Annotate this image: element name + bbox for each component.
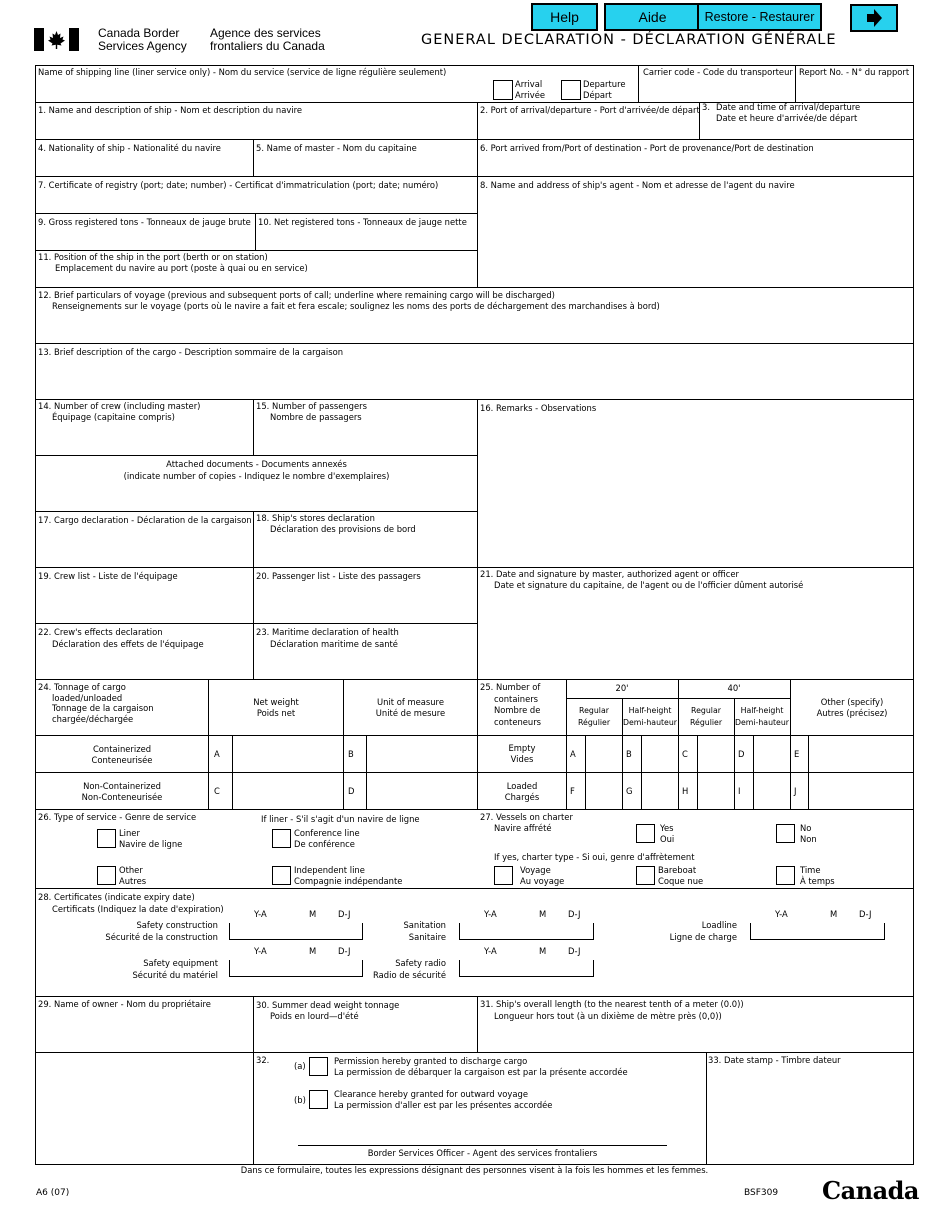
remarks-input[interactable]	[478, 416, 913, 566]
arrival-label: Arrival Arrivée	[515, 79, 546, 100]
stores-declaration-input[interactable]	[254, 536, 476, 566]
time-label: Time À temps	[800, 865, 835, 886]
field-10-label: 10. Net registered tons - Tonneaux de jauge nette	[258, 217, 467, 227]
field-25-label: 25. Number of containers Nombre de conteneurs	[480, 682, 542, 727]
other-specify-heading: Other (specify) Autres (précisez)	[816, 697, 888, 718]
container-f-input[interactable]	[586, 773, 621, 808]
voyage-label: Voyage Au voyage	[520, 865, 565, 886]
gross-tons-input[interactable]	[36, 228, 254, 249]
field-32-label: 32.	[256, 1055, 270, 1065]
container-letter-a: A	[570, 749, 576, 759]
date-year-label: Y-A	[254, 946, 267, 956]
independent-line-label: Independent line Compagnie indépendante	[294, 865, 403, 886]
regular-40-heading: Regular Régulier	[689, 706, 723, 727]
container-a-input[interactable]	[586, 736, 621, 771]
tonnage-a-input[interactable]	[233, 736, 342, 771]
container-letter-f: F	[570, 786, 575, 796]
field-31-label: 31. Ship's overall length (to the nearest tenth of a meter (0.0)) Longueur hors tout (à un dixième de mètre près (0,0))	[480, 999, 744, 1021]
container-g-input[interactable]	[642, 773, 677, 808]
half-20-heading: Half-height Demi-hauteur	[622, 706, 678, 727]
field-15-label: 15. Number of passengers Nombre de passagers	[256, 401, 367, 422]
non-containerized-label: Non-Containerized Non-Conteneurisée	[81, 781, 163, 802]
agency-name-en	[98, 27, 187, 53]
date-month-label: M	[830, 909, 838, 919]
shipping-line-input[interactable]	[36, 80, 476, 101]
date-month-label: M	[309, 909, 317, 919]
bareboat-label: Bareboat Coque nue	[658, 865, 704, 886]
container-i-input[interactable]	[754, 773, 789, 808]
field-23-label: 23. Maritime declaration of health Déclaration maritime de santé	[256, 627, 399, 649]
date-day-label: D-J	[338, 909, 351, 919]
time-checkbox[interactable]	[776, 866, 795, 885]
charter-yes-checkbox[interactable]	[636, 824, 655, 843]
container-c-input[interactable]	[698, 736, 733, 771]
container-letter-c: C	[682, 749, 688, 759]
field-30-label: 30. Summer dead weight tonnage Poids en lourd—d'été	[256, 1000, 400, 1021]
independent-line-checkbox[interactable]	[272, 866, 291, 885]
container-letter-h: H	[682, 786, 689, 796]
field-17-label: 17. Cargo declaration - Déclaration de la cargaison	[38, 515, 252, 525]
regular-20-heading: Regular Régulier	[577, 706, 611, 727]
voyage-input[interactable]	[36, 312, 913, 342]
container-j-input[interactable]	[809, 773, 913, 808]
clearance-label: Clearance hereby granted for outward voyage La permission d'aller est par les présentes accordée	[334, 1089, 553, 1110]
signature-input[interactable]	[478, 592, 913, 678]
field-16-label: 16. Remarks - Observations	[480, 403, 597, 413]
form-number: A6 (07)	[36, 1188, 70, 1198]
field-21-label: 21. Date and signature by master, authorized agent or officer Date et signature du capitaine, de l'agent ou de l'officier dûment autorisé	[480, 569, 804, 590]
bareboat-checkbox[interactable]	[636, 866, 655, 885]
restore-button[interactable]: Restore - Restaurer	[697, 3, 822, 31]
canada-flag-icon	[34, 28, 79, 51]
date-year-label: Y-A	[254, 909, 267, 919]
field-3-label: Date and time of arrival/departure Date et heure d'arrivée/de départ	[716, 102, 861, 123]
officer-label: Border Services Officer - Agent des services frontaliers	[367, 1148, 598, 1158]
loadline-label: Loadline Ligne de charge	[669, 920, 737, 942]
other-service-checkbox[interactable]	[97, 866, 116, 885]
if-liner-label: If liner - S'il s'agit d'un navire de ligne	[261, 814, 420, 824]
half-40-heading: Half-height Demi-hauteur	[734, 706, 790, 727]
date-month-label: M	[309, 946, 317, 956]
arrow-right-icon	[864, 8, 884, 28]
ship-name-input[interactable]	[36, 116, 476, 138]
field-11-label: 11. Position of the ship in the port (berth or on station) Emplacement du navire au port (poste à quai ou en service)	[38, 252, 308, 273]
officer-signature-line	[298, 1145, 667, 1146]
conference-line-label: Conference line De conférence	[294, 828, 360, 849]
container-letter-e: E	[794, 749, 800, 759]
field-20-label: 20. Passenger list - Liste des passagers	[256, 571, 421, 581]
charter-no-label: No Non	[800, 823, 817, 844]
net-tons-input[interactable]	[256, 228, 476, 249]
tonnage-d-input[interactable]	[367, 773, 476, 808]
field-6-label: 6. Port arrived from/Port of destination - Port de provenance/Port de destination	[480, 143, 814, 153]
attached-docs-heading: Attached documents - Documents annexés (indicate number of copies - Indiquez le nombre d'exemplaires)	[123, 459, 390, 481]
officer-signature-input[interactable]	[298, 1118, 667, 1144]
registry-input[interactable]	[36, 191, 476, 212]
charter-no-checkbox[interactable]	[776, 824, 795, 843]
crew-effects-input[interactable]	[36, 652, 252, 678]
next-page-button[interactable]	[850, 4, 898, 32]
other-service-label: Other Autres	[119, 865, 147, 886]
container-letter-i: I	[738, 786, 741, 796]
crew-list-input[interactable]	[36, 584, 252, 622]
length-input[interactable]	[478, 1024, 913, 1051]
field-5-label: 5. Name of master - Nom du capitaine	[256, 143, 417, 153]
blank-box	[36, 1053, 252, 1163]
container-d-input[interactable]	[754, 736, 789, 771]
field-13-label: 13. Brief description of the cargo - Description sommaire de la cargaison	[38, 347, 343, 357]
safety-construction-label: Safety construction Sécurité de la construction	[105, 920, 218, 942]
container-e-input[interactable]	[809, 736, 913, 771]
tonnage-c-input[interactable]	[233, 773, 342, 808]
port-input[interactable]	[478, 116, 698, 138]
field-12-label: 12. Brief particulars of voyage (previous and subsequent ports of call; underline where remaining cargo will be discharged) Renseignements sur le voyage (ports où le navire a fait et fera escale; soulignez les noms des ports de déchargement des marchandises à bord)	[38, 290, 660, 311]
shipping-line-label: Name of shipping line (liner service only) - Nom du service (service de ligne régulière seulement)	[38, 67, 447, 77]
passenger-list-input[interactable]	[254, 584, 476, 622]
field-1-label: 1. Name and description of ship - Nom et description du navire	[38, 105, 303, 115]
charter-type-label: If yes, charter type - Si oui, genre d'affrètement	[494, 852, 695, 862]
field-28-label: 28. Certificates (indicate expiry date) Certificats (Indiquez la date d'expiration)	[38, 892, 224, 914]
containerized-label: Containerized Conteneurisée	[91, 744, 153, 765]
date-year-label: Y-A	[484, 946, 497, 956]
crew-number-input[interactable]	[36, 424, 252, 454]
liner-checkbox[interactable]	[97, 829, 116, 848]
date-time-input[interactable]	[700, 124, 913, 138]
date-day-label: D-J	[568, 909, 581, 919]
field-7-label: 7. Certificate of registry (port; date; number) - Certificat d'immatriculation (port; date; numéro)	[38, 180, 439, 190]
date-year-label: Y-A	[484, 909, 497, 919]
discharge-cargo-checkbox[interactable]	[309, 1057, 328, 1076]
port-from-input[interactable]	[478, 154, 913, 175]
field-8-label: 8. Name and address of ship's agent - Nom et adresse de l'agent du navire	[480, 180, 795, 190]
container-letter-b: B	[626, 749, 632, 759]
field-2-label: 2. Port of arrival/departure - Port d'arrivée/de départ	[480, 105, 700, 115]
size-40-heading: 40'	[727, 683, 741, 693]
date-day-label: D-J	[568, 946, 581, 956]
agency-en-line1: Canada Border	[98, 26, 180, 40]
flag-logo	[34, 28, 79, 51]
cargo-declaration-input[interactable]	[36, 528, 252, 566]
cell-letter-d: D	[348, 786, 355, 796]
agency-en-line2: Services Agency	[98, 39, 187, 53]
field-3-number: 3.	[702, 102, 710, 112]
field-33-label: 33. Date stamp - Timbre dateur	[708, 1055, 841, 1065]
field-22-label: 22. Crew's effects declaration Déclaration des effets de l'équipage	[38, 627, 204, 649]
sanitation-label: Sanitation Sanitaire	[403, 920, 446, 942]
liner-label: Liner Navire de ligne	[119, 828, 183, 849]
report-no-input[interactable]	[796, 80, 913, 101]
clearance-checkbox[interactable]	[309, 1090, 328, 1109]
charter-yes-label: Yes Oui	[660, 823, 675, 844]
position-input[interactable]	[36, 274, 476, 286]
cell-letter-b: B	[348, 749, 354, 759]
voyage-checkbox[interactable]	[494, 866, 513, 885]
safety-radio-label: Safety radio Radio de sécurité	[373, 958, 446, 980]
field-29-label: 29. Name of owner - Nom du propriétaire	[38, 999, 211, 1009]
gender-note: Dans ce formulaire, toutes les expressions désignant des personnes visent à la fois les hommes et les femmes.	[240, 1165, 709, 1175]
container-letter-j: J	[794, 786, 797, 796]
departure-checkbox[interactable]	[561, 80, 581, 100]
option-a-label: (a)	[294, 1061, 306, 1071]
discharge-cargo-label: Permission hereby granted to discharge cargo La permission de débarquer la cargaison est par la présente accordée	[334, 1056, 628, 1077]
deadweight-input[interactable]	[254, 1022, 476, 1051]
size-20-heading: 20'	[615, 683, 629, 693]
tonnage-b-input[interactable]	[367, 736, 476, 771]
safety-equipment-label: Safety equipment Sécurité du matériel	[132, 958, 218, 980]
field-19-label: 19. Crew list - Liste de l'équipage	[38, 571, 178, 581]
agency-fr-line1: Agence des services	[210, 26, 321, 40]
owner-input[interactable]	[36, 1012, 252, 1051]
cell-letter-c: C	[214, 786, 220, 796]
health-declaration-input[interactable]	[254, 652, 476, 678]
container-b-input[interactable]	[642, 736, 677, 771]
container-letter-g: G	[626, 786, 633, 796]
field-24-label: 24. Tonnage of cargo loaded/unloaded Tonnage de la cargaison chargée/déchargée	[38, 682, 154, 724]
field-27-label: 27. Vessels on charter Navire affrété	[480, 812, 573, 833]
cell-letter-a: A	[214, 749, 220, 759]
empty-label: Empty Vides	[508, 743, 536, 764]
nationality-input[interactable]	[36, 154, 252, 175]
bsf-number: BSF309	[744, 1188, 779, 1198]
master-name-input[interactable]	[254, 154, 476, 175]
loaded-label: Loaded Chargés	[504, 781, 540, 802]
unit-measure-heading: Unit of measure Unité de mesure	[375, 697, 446, 718]
container-h-input[interactable]	[698, 773, 733, 808]
form-title: GENERAL DECLARATION - DÉCLARATION GÉNÉRALE	[421, 32, 837, 48]
option-b-label: (b)	[294, 1095, 306, 1105]
aide-button[interactable]: Aide	[604, 3, 701, 31]
date-year-label: Y-A	[775, 909, 788, 919]
agency-fr-line2: frontaliers du Canada	[210, 39, 325, 53]
field-26-label: 26. Type of service - Genre de service	[38, 812, 197, 822]
help-button[interactable]: Help	[531, 3, 598, 31]
field-14-label: 14. Number of crew (including master) Équipage (capitaine compris)	[38, 401, 201, 422]
passengers-number-input[interactable]	[254, 424, 476, 454]
departure-label: Departure Départ	[583, 79, 626, 100]
date-month-label: M	[539, 909, 547, 919]
net-weight-heading: Net weight Poids net	[253, 697, 299, 718]
report-no-label: Report No. - N° du rapport	[799, 67, 910, 77]
conference-line-checkbox[interactable]	[272, 829, 291, 848]
date-day-label: D-J	[859, 909, 872, 919]
cargo-description-input[interactable]	[36, 360, 913, 398]
date-month-label: M	[539, 946, 547, 956]
carrier-code-input[interactable]	[639, 80, 794, 101]
container-letter-d: D	[738, 749, 745, 759]
arrival-checkbox[interactable]	[493, 80, 513, 100]
field-18-label: 18. Ship's stores declaration Déclaration des provisions de bord	[256, 513, 416, 534]
agency-name-fr	[210, 27, 325, 53]
canada-wordmark: Canada	[822, 1176, 919, 1205]
date-day-label: D-J	[338, 946, 351, 956]
field-4-label: 4. Nationality of ship - Nationalité du navire	[38, 143, 221, 153]
field-9-label: 9. Gross registered tons - Tonneaux de jauge brute	[38, 217, 251, 227]
agent-input[interactable]	[478, 191, 913, 286]
carrier-code-label: Carrier code - Code du transporteur	[643, 67, 793, 77]
